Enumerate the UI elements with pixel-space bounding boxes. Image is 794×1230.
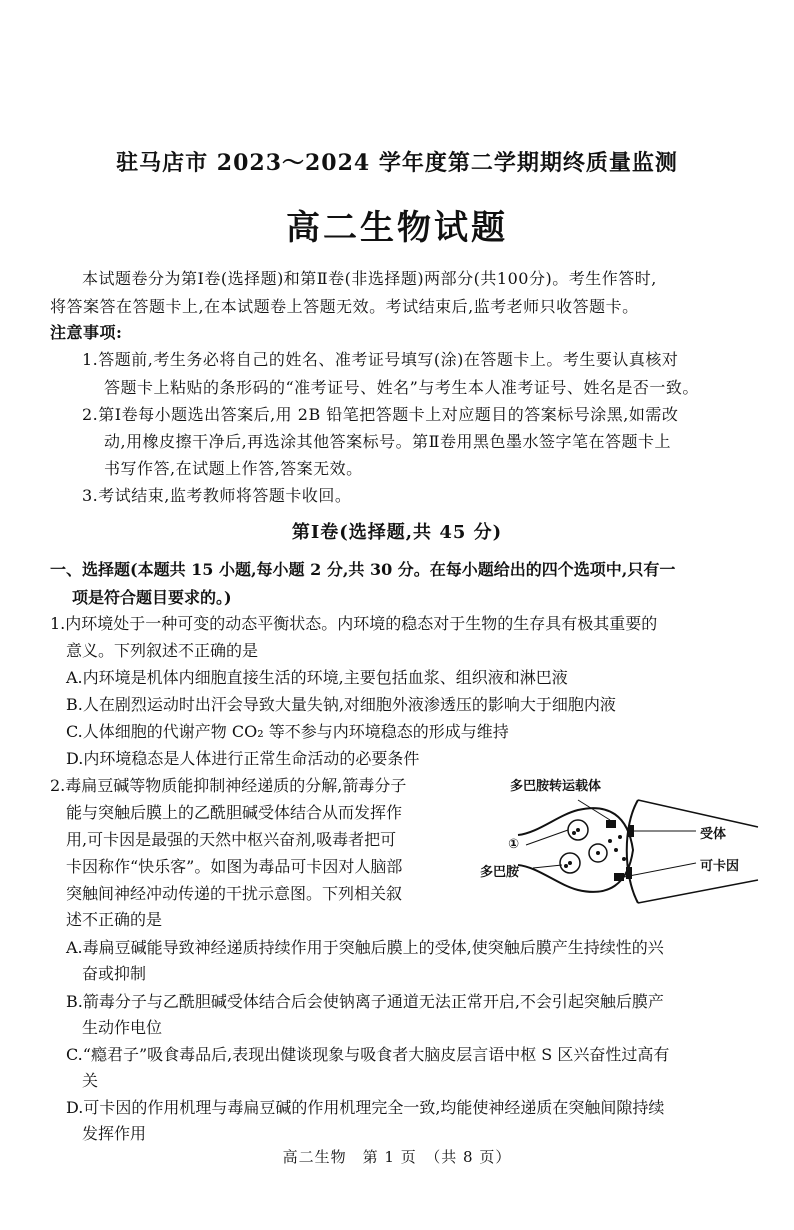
neurotransmitter-dot [622, 857, 626, 861]
section-instruction-line-2: 项是符合题目要求的。) [72, 588, 232, 607]
notes-heading: 注意事项: [50, 323, 123, 342]
q2-option-d-line-1: D.可卡因的作用机理与毒扁豆碱的作用机理完全一致,均能使神经递质在突触间隙持续 [66, 1098, 665, 1117]
q1-stem-line-2: 意义。下列叙述不正确的是 [66, 641, 259, 660]
q2-stem-line-3: 用,可卡因是最强的天然中枢兴奋剂,吸毒者把可 [66, 830, 397, 849]
q2-option-c-line-2: 关 [82, 1071, 99, 1090]
vesicle-dot [572, 831, 576, 835]
note-item-3-line-1: 3.考试结束,监考教师将答题卡收回。 [82, 486, 352, 505]
vesicle-dot [596, 851, 600, 855]
postsynaptic-outline-top [638, 800, 758, 827]
label-cocaine: 可卡因 [700, 859, 740, 874]
transporter [606, 820, 616, 828]
q2-option-c-line-1: C.“瘾君子”吸食毒品后,表现出健谈现象与吸食者大脑皮层言语中枢 S 区兴奋性过高有 [66, 1045, 670, 1064]
label-receptor: 受体 [700, 827, 727, 842]
intro-line-2: 将答案答在答题卡上,在本试题卷上答题无效。考试结束后,监考老师只收答题卡。 [50, 297, 639, 316]
transporter [614, 873, 624, 881]
q1-stem-line-1: 1.内环境处于一种可变的动态平衡状态。内环境的稳态对于生物的生存具有极其重要的 [50, 614, 658, 633]
q2-option-a-line-2: 奋或抑制 [82, 964, 147, 983]
vesicle-dot [576, 828, 580, 832]
q2-option-b-line-2: 生动作电位 [82, 1018, 163, 1037]
label-dopamine: 多巴胺 [480, 865, 520, 880]
q1-option-a: A.内环境是机体内细胞直接生活的环境,主要包括血浆、组织液和淋巴液 [66, 668, 568, 687]
section-title: 第Ⅰ卷(选择题,共 45 分) [291, 522, 503, 543]
vesicle-dot [568, 861, 572, 865]
q1-option-b: B.人在剧烈运动时出汗会导致大量失钠,对细胞外液渗透压的影响大于细胞内液 [66, 695, 616, 714]
neurotransmitter-dot [608, 839, 612, 843]
q1-option-c: C.人体细胞的代谢产物 CO₂ 等不参与内环境稳态的形成与维持 [66, 722, 509, 741]
label-circle-one: ① [508, 837, 520, 852]
note-item-2-line-1: 2.第Ⅰ卷每小题选出答案后,用 2B 铅笔把答题卡上对应题目的答案标号涂黑,如需改 [82, 405, 679, 424]
q2-stem-line-4: 卡因称作“快乐客”。如图为毒品可卡因对人脑部 [66, 857, 403, 876]
pointer-line [624, 863, 696, 877]
q2-stem-line-5: 突触间神经冲动传递的干扰示意图。下列相关叙 [66, 884, 403, 903]
note-item-1-line-1: 1.答题前,考生务必将自己的姓名、准考证号填写(涂)在答题卡上。考生要认真核对 [82, 350, 679, 369]
synapse-diagram-svg [478, 775, 768, 925]
exam-title: 高二生物试题 [286, 208, 508, 248]
q2-option-d-line-2: 发挥作用 [82, 1124, 147, 1143]
q2-stem-line-1: 2.毒扁豆碱等物质能抑制神经递质的分解,箭毒分子 [50, 776, 407, 795]
vesicle-dot [564, 864, 568, 868]
note-item-1-line-2: 答题卡上粘贴的条形码的“准考证号、姓名”与考生本人准考证号、姓名是否一致。 [104, 378, 699, 397]
postsynaptic-outline-bottom [638, 880, 758, 903]
page-footer: 高二生物 第 1 页 （共 8 页） [282, 1148, 512, 1166]
q2-stem-line-2: 能与突触后膜上的乙酰胆碱受体结合从而发挥作 [66, 803, 403, 822]
pointer-line [533, 865, 562, 868]
note-item-2-line-2: 动,用橡皮擦干净后,再选涂其他答案标号。第Ⅱ卷用黑色墨水签字笔在答题卡上 [104, 432, 672, 451]
q1-option-d: D.内环境稳态是人体进行正常生命活动的必要条件 [66, 749, 420, 768]
section-instruction-line-1: 一、选择题(本题共 15 小题,每小题 2 分,共 30 分。在每小题给出的四个选项中,只有一 [50, 560, 676, 579]
intro-line-1: 本试题卷分为第Ⅰ卷(选择题)和第Ⅱ卷(非选择题)两部分(共100分)。考生作答时, [82, 269, 657, 288]
receptor [626, 867, 632, 879]
q2-option-a-line-1: A.毒扁豆碱能导致神经递质持续作用于突触后膜上的受体,使突触后膜产生持续性的兴 [66, 938, 664, 957]
exam-header-line: 驻马店市 2023～2024 学年度第二学期期终质量监测 [116, 150, 678, 176]
q2-option-b-line-1: B.箭毒分子与乙酰胆碱受体结合后会使钠离子通道无法正常开启,不会引起突触后膜产 [66, 992, 664, 1011]
neurotransmitter-dot [618, 835, 622, 839]
receptor [628, 825, 634, 837]
neurotransmitter-dot [614, 848, 618, 852]
label-dopamine-transporter: 多巴胺转运载体 [510, 779, 602, 794]
q2-stem-line-6: 述不正确的是 [66, 910, 163, 929]
note-item-2-line-3: 书写作答,在试题上作答,答案无效。 [104, 459, 363, 478]
synapse-diagram [478, 775, 768, 925]
